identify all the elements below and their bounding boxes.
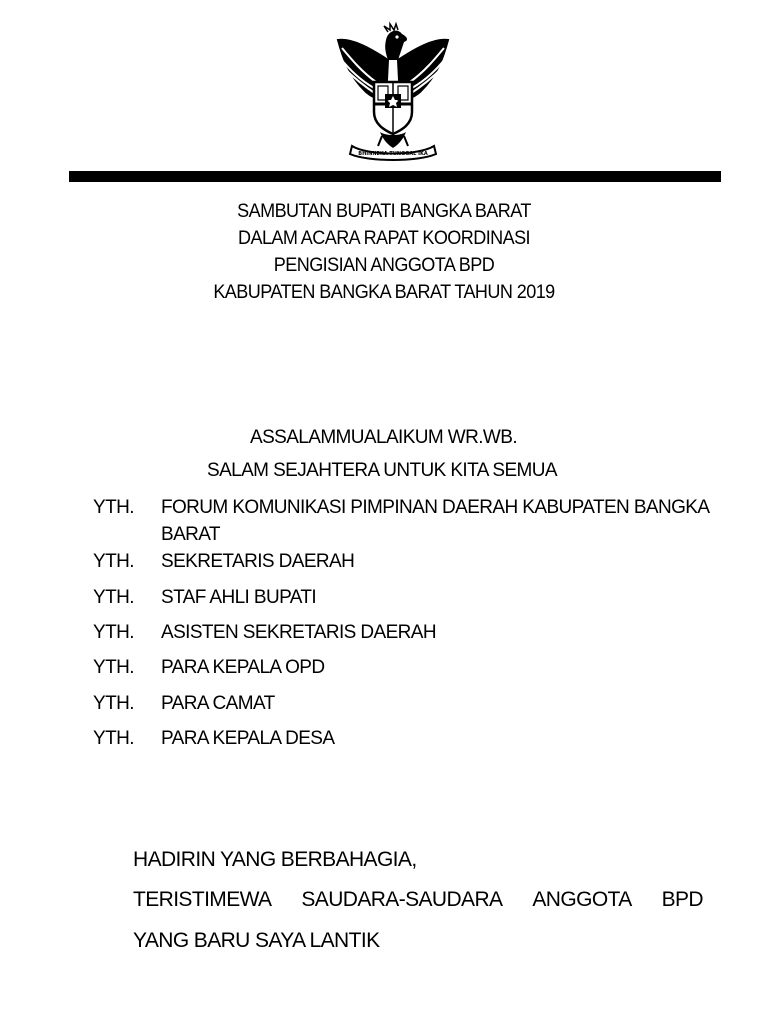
addressee-prefix: YTH. <box>93 693 134 714</box>
greeting-salam: ASSALAMMUALAIKUM WR.WB. <box>250 427 518 448</box>
title-line: KABUPATEN BANGKA BARAT TAHUN 2019 <box>213 282 555 303</box>
addressee-text: PARA KEPALA OPD <box>161 657 325 678</box>
closing-word: BPD <box>661 888 703 911</box>
greeting-sejahtera: SALAM SEJAHTERA UNTUK KITA SEMUA <box>207 460 557 481</box>
closing-hadirin: HADIRIN YANG BERBAHAGIA, <box>133 848 417 871</box>
document-title <box>19 198 749 306</box>
addressee-prefix: YTH. <box>93 657 134 678</box>
title-line: PENGISIAN ANGGOTA BPD <box>273 255 495 276</box>
addressee-item <box>93 494 733 548</box>
title-line: SAMBUTAN BUPATI BANGKA BARAT <box>237 201 531 222</box>
addressee-text: FORUM KOMUNIKASI PIMPINAN DAERAH KABUPATEN BANGKA BARAT <box>161 497 709 545</box>
addressee-prefix: YTH. <box>93 587 134 608</box>
closing-word: SAUDARA-SAUDARA <box>301 888 503 911</box>
addressee-text: PARA CAMAT <box>161 693 275 714</box>
closing-word: TERISTIMEWA <box>133 888 272 911</box>
addressee-text: PARA KEPALA DESA <box>161 728 335 749</box>
closing-lantik: YANG BARU SAYA LANTIK <box>133 929 380 952</box>
addressee-text: SEKRETARIS DAERAH <box>161 551 355 572</box>
addressee-prefix: YTH. <box>93 497 134 518</box>
svg-text:BHINNEKA TUNGGAL IKA: BHINNEKA TUNGGAL IKA <box>358 151 428 157</box>
header-divider <box>69 171 721 182</box>
addressee-prefix: YTH. <box>93 622 134 643</box>
closing-teristimewa <box>133 888 703 912</box>
title-line: DALAM ACARA RAPAT KOORDINASI <box>238 228 530 249</box>
addressee-text: ASISTEN SEKRETARIS DAERAH <box>161 622 436 643</box>
garuda-emblem-icon <box>318 20 468 165</box>
addressee-prefix: YTH. <box>93 551 134 572</box>
closing-word: ANGGOTA <box>532 888 632 911</box>
addressee-text: STAF AHLI BUPATI <box>161 587 317 608</box>
addressee-prefix: YTH. <box>93 728 134 749</box>
